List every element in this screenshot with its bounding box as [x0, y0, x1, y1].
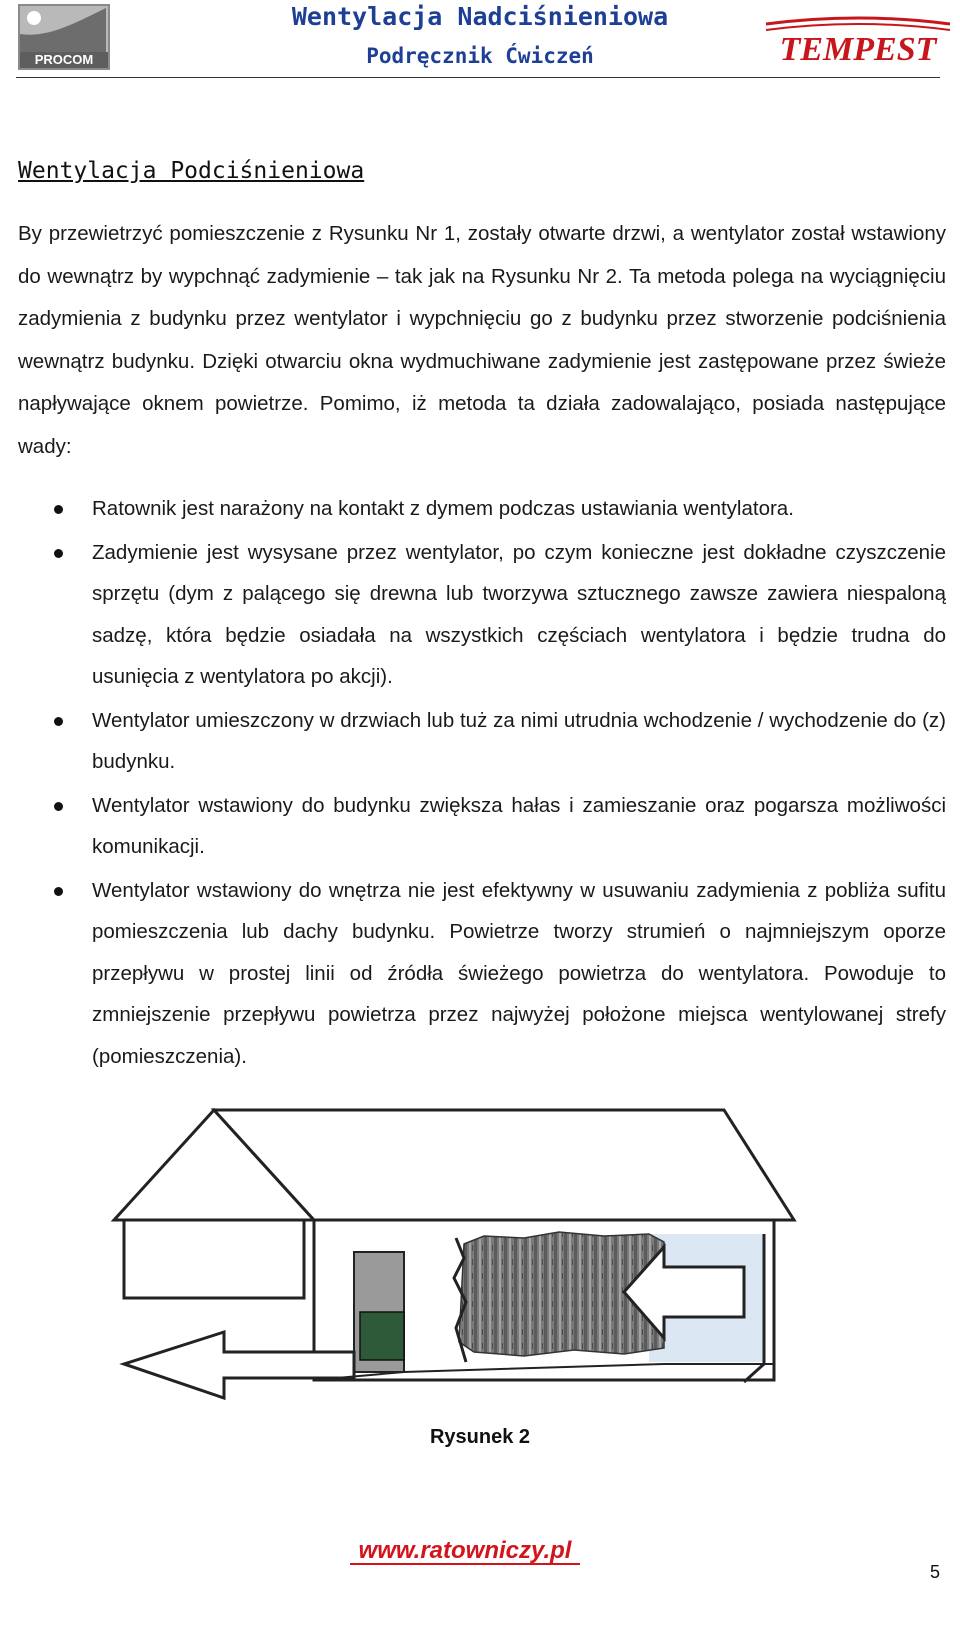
bullet-icon — [54, 887, 63, 896]
list-item — [18, 700, 946, 783]
page-number: 5 — [929, 1562, 940, 1582]
bullet-icon — [54, 549, 63, 558]
document-title: Wentylacja Nadciśnieniowa — [291, 2, 669, 31]
figure-caption: Rysunek 2 — [429, 1426, 531, 1448]
intro-paragraph: By przewietrzyć pomieszczenie z Rysunku Nr 1, zostały otwarte drzwi, a wentylator został wstawiony do wewnątrz by wypchnąć zadymienie – tak jak na Rysunku Nr 2. Ta metoda polega na wyciągnięciu zadymienia z budynku przez wentylator i wypchnięciu go z budynku przez stworzenie podciśnienia wewnątrz budynku. Dzięki otwarciu okna wydmuchiwane zadymienie jest zastępowane przez świeże napływające oknem powietrze. Pomimo, iż metoda ta działa zadowalająco, posiada następujące wady: — [18, 222, 946, 458]
disadvantages-list — [18, 488, 946, 1079]
website-text: www.ratowniczy.pl — [358, 1537, 572, 1564]
bullet-icon — [54, 717, 63, 726]
section-title: Wentylacja Podciśnieniowa — [18, 158, 365, 184]
list-item — [18, 785, 946, 868]
house-roof — [214, 1110, 794, 1220]
list-item — [18, 488, 946, 530]
document-subtitle: Podręcznik Ćwiczeń — [366, 44, 594, 68]
bullet-icon — [54, 505, 63, 514]
house-ventilation-illustration — [104, 1102, 844, 1432]
tempest-logo-text: TEMPEST — [779, 31, 937, 68]
fan-icon — [360, 1312, 404, 1360]
list-item-text: Wentylator wstawiony do budynku zwiększa hałas i zamieszanie oraz pogarsza możliwości komunikacji. — [92, 793, 946, 858]
list-item-text: Ratownik jest narażony na kontakt z dymem podczas ustawiania wentylatora. — [92, 497, 794, 520]
list-item — [18, 532, 946, 698]
procom-logo-text: PROCOM — [34, 52, 94, 67]
list-item-text: Zadymienie jest wysysane przez wentylator, po czym konieczne jest dokładne czyszczenie sprzętu (dym z palącego się drewna lub tworzywa sztucznego zawsze zawiera niespaloną sadzę, która będzie osiadała na wszystkich częściach wentylatora i będzie trudna do usunięcia z wentylatora po akcji). — [92, 540, 946, 688]
house-front-wall — [124, 1220, 304, 1298]
ratowniczy-website-logo — [338, 1528, 592, 1588]
list-item-text: Wentylator umieszczony w drzwiach lub tuż za nimi utrudnia wchodzenie / wychodzenie do (z) budynku. — [92, 708, 946, 773]
tempest-logo — [762, 14, 954, 70]
bullet-icon — [54, 802, 63, 811]
page-header — [0, 0, 960, 80]
list-item-text: Wentylator wstawiony do wnętrza nie jest efektywny w usuwaniu zadymienia z pobliża sufitu pomieszczenia lub dachy budynku. Powietrze tworzy strumień o najmniejszym oporze przepływu w prostej linii od źródła świeżego powietrza do wentylatora. Powoduje to zmniejszenie przepływu powietrza przez najwyżej położone miejsca wentylowanej strefy (pomieszczenia). — [92, 878, 946, 1068]
procom-logo — [18, 4, 110, 70]
header-divider — [16, 77, 940, 78]
list-item — [18, 870, 946, 1078]
